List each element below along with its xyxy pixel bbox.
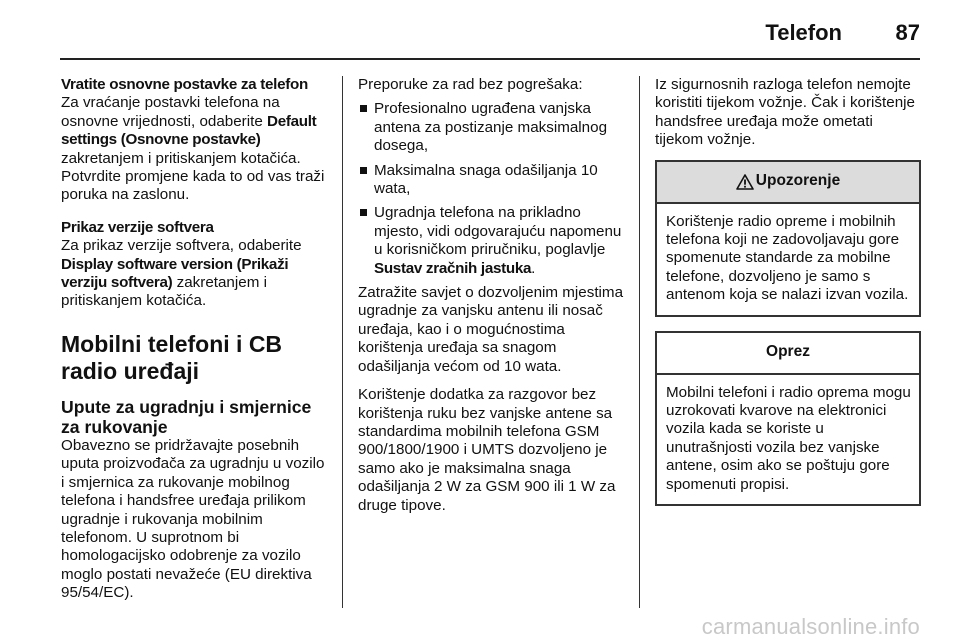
caution-header — [657, 333, 919, 375]
version-heading: Prikaz verzije softvera — [61, 218, 214, 236]
bullet-text-2: Maksimalna snaga odašiljanja 10 wata, — [374, 161, 598, 198]
handsfree-paragraph: Korištenje dodatka za razgovor bez korištenja ruku bez vanjske antene sa standardima mobilnih telefona GSM 900/1800/1900 i UMTS dozvoljeno je samo ako je maksimalna snaga odašiljanja 2 W za GSM 900 ili 1 W za druge tipove. — [358, 386, 616, 514]
warning-box — [655, 160, 921, 317]
caution-box — [655, 331, 921, 506]
reset-paragraph — [61, 94, 329, 204]
caution-title: Oprez — [766, 343, 810, 361]
section-title: Mobilni telefoni i CB radio uređaji — [61, 330, 283, 384]
version-menu-option: Display software version (Prikaži verziju softvera) — [61, 255, 289, 292]
version-text-1: Za prikaz verzije softvera, odaberite — [61, 237, 302, 255]
bullet-text-3-end: . — [531, 259, 536, 277]
version-text-2: zakretanjem i pritiskanjem kotačića. — [61, 274, 267, 310]
list-item — [358, 162, 628, 199]
reset-text-1: Za vraćanje postavki telefona na osnovne vrijednosti, odaberite — [61, 94, 280, 130]
list-item — [358, 100, 628, 155]
airbag-chapter-link[interactable]: Sustav zračnih jastuka — [374, 259, 532, 277]
bullet-icon — [360, 105, 367, 112]
subsection-title: Upute za ugradnju i smjernice za rukovanje — [61, 396, 312, 437]
list-item — [358, 204, 628, 278]
advice-paragraph: Zatražite savjet o dozvoljenim mjestima ugradnje za vanjsku antenu ili nosač uređaja, kao i o mogućnostima korištenja uređaja sa snagom odašiljanja većom od 10 wata. — [358, 284, 624, 375]
column-3 — [655, 76, 921, 520]
install-paragraph: Obavezno se pridržavajte posebnih uputa proizvođača za ugradnju u vozilo i smjernica za rukovanje mobilnog telefona i handsfree uređaja prilikom ugradnje i rukovanja mobilnim telefonom. U suprotnom bi homologacijsko odobrenje za vozilo moglo postati nevažeće (EU direktiva 95/54/EC). — [61, 436, 325, 602]
warning-header — [657, 162, 919, 204]
column-2 — [358, 76, 628, 525]
recommend-list — [358, 100, 628, 278]
page-number: 87 — [895, 20, 920, 45]
reset-menu-option: Default settings (Osnovne postavke) — [61, 112, 317, 149]
bullet-text-3: Ugradnja telefona na prikladno mjesto, vidi odgovarajuću napomenu u korisničkom priručniku, poglavlje — [374, 204, 622, 259]
safety-paragraph: Iz sigurnosnih razloga telefon nemojte koristiti tijekom vožnje. Čak i korištenje handsfree uređaja može ometati tijekom vožnje. — [655, 76, 915, 149]
watermark: carmanualsonline.info — [701, 614, 920, 639]
reset-text-2: zakretanjem i pritiskanjem kotačića. Potvrdite promjene kada to od vas traži poruka na zaslonu. — [61, 149, 325, 204]
header-divider — [60, 58, 920, 60]
warning-triangle-icon — [736, 174, 754, 190]
reset-heading: Vratite osnovne postavke za telefon — [61, 76, 308, 93]
warning-body: Korištenje radio opreme i mobilnih telefona koji ne zadovoljavaju gore spomenute standarde za mobilne telefone, dozvoljeno je samo s antenom koja se nalazi izvan vozila. — [666, 212, 909, 304]
version-paragraph — [61, 237, 329, 311]
column-divider-1 — [342, 76, 343, 608]
recommend-intro: Preporuke za rad bez pogrešaka: — [358, 76, 583, 93]
page-title: Telefon — [765, 20, 842, 45]
column-divider-2 — [639, 76, 640, 608]
page-header — [60, 14, 920, 50]
caution-body: Mobilni telefoni i radio oprema mogu uzrokovati kvarove na elektronici vozila kada se koriste u unutrašnjosti vozila bez vanjske antene, osim ako se poštuju gore spomenuti propisi. — [666, 383, 911, 493]
bullet-icon — [360, 209, 367, 216]
warning-title: Upozorenje — [755, 172, 841, 190]
bullet-text-1: Profesionalno ugrađena vanjska antena za postizanje maksimalnog dosega, — [374, 100, 608, 155]
column-1 — [61, 76, 329, 613]
bullet-icon — [360, 167, 367, 174]
